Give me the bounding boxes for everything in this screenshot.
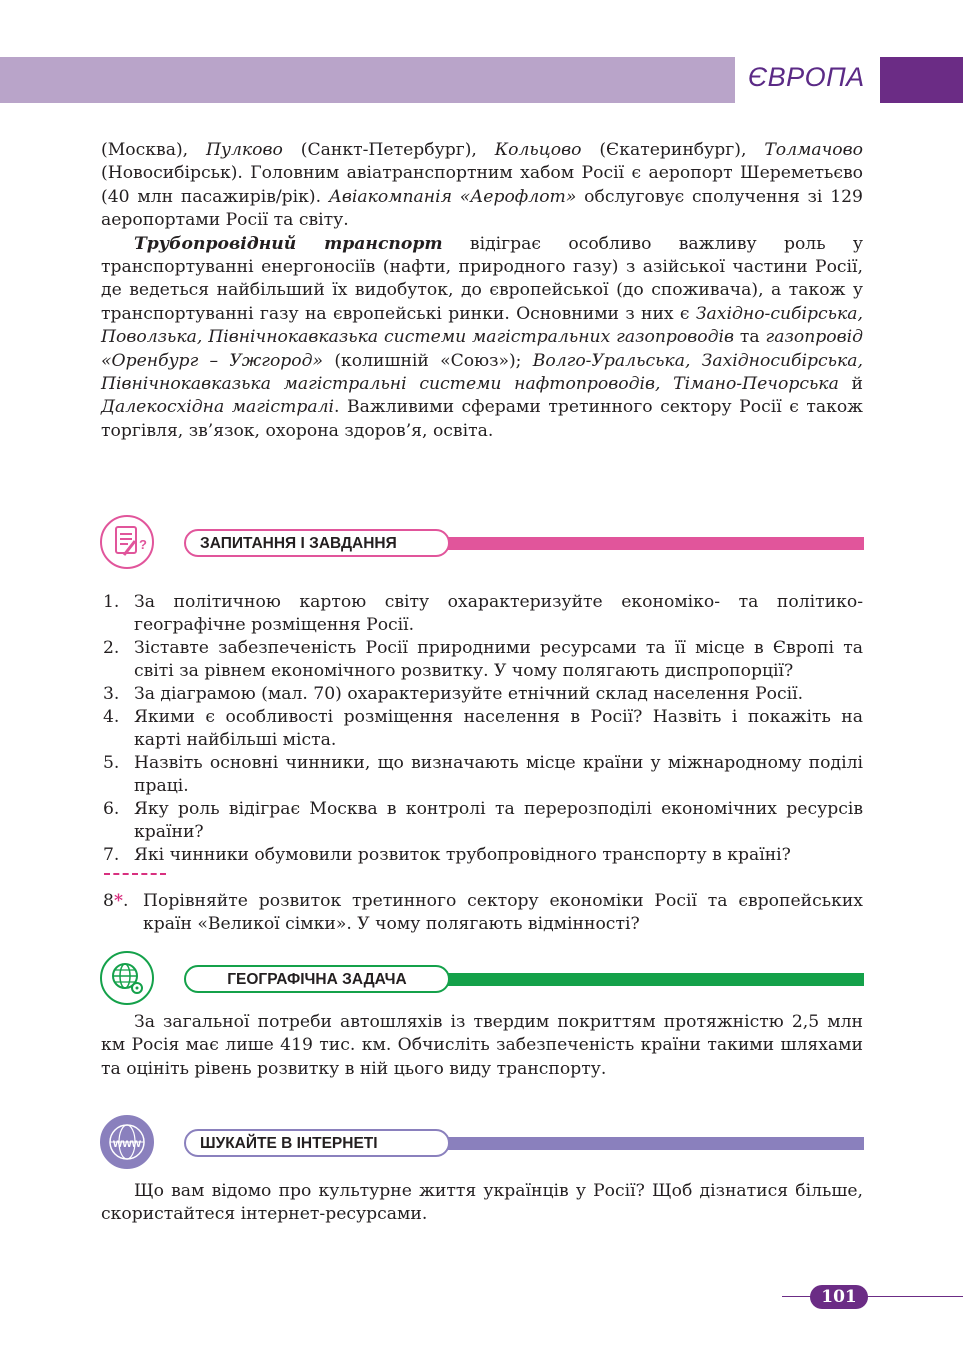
page-number: 101 <box>810 1285 868 1309</box>
item-number: 6. <box>103 799 120 819</box>
geo-task-section-header <box>100 951 864 1007</box>
item-text: Зіставте забезпеченість Росії природними ресурсами та її місце в Європі та світі за рівнем економічного розвитку. У чому полягають диспропорції? <box>134 638 863 681</box>
italic-run: Західно-сибірська, Поволзька, Північнокавказька системи магістральних газопроводів <box>101 303 863 348</box>
term-bold: Трубопровідний транспорт <box>134 233 443 254</box>
list-item-advanced <box>103 890 863 936</box>
questions-section-title: ЗАПИТАННЯ І ЗАВДАННЯ <box>184 529 450 557</box>
item-number: 7. <box>103 845 120 865</box>
text-run: (Санкт-Петербург), <box>282 140 495 160</box>
item-text: Назвіть основні чинники, що визначають місце країни у міжнародному поділі праці. <box>134 753 863 796</box>
list-item <box>103 798 863 844</box>
star-marker: * <box>113 891 123 911</box>
list-item <box>103 752 863 798</box>
item-number: 4. <box>103 707 120 727</box>
item-text: За діаграмою (мал. 70) охарактеризуйте етнічний склад населення Росії. <box>134 684 804 704</box>
item-text: За політичною картою світу охарактеризуйте економіко- та політико-географічне розміщення Росії. <box>134 592 863 635</box>
item-text: Якими є особливості розміщення населення в Росії? Назвіть і покажіть на карті найбільші міста. <box>134 707 863 750</box>
italic-run: Волго-Уральська, Західносибірська, Північнокавказька магістральні системи нафтопроводів, Тімано-Печорська <box>101 350 863 395</box>
section-title: ЄВРОПА <box>748 62 865 92</box>
text-run: та <box>734 327 766 348</box>
dashed-divider <box>104 873 166 875</box>
list-item <box>103 683 863 706</box>
item-text: Порівняйте розвиток третинного сектору економіки Росії та європейських країн «Великої сімки». У чому полягають відмінності? <box>143 891 863 934</box>
text-run: (Новосибірськ). Головним авіатранспортним хабом Росії є аеропорт Шереметьєво (40 млн пасажирів/рік). <box>101 163 863 207</box>
list-item <box>103 706 863 752</box>
header-accent-block <box>880 57 963 103</box>
item-number: 3. <box>103 684 120 704</box>
geo-task-title: ГЕОГРАФІЧНА ЗАДАЧА <box>184 965 450 993</box>
item-number: 5. <box>103 753 120 773</box>
internet-text: Що вам відомо про культурне життя українців у Росії? Щоб дізнатися більше, скористайтеся інтернет-ресурсами. <box>101 1181 863 1225</box>
airport-name: Пулково <box>206 140 283 160</box>
svg-text:?: ? <box>139 537 147 552</box>
item-number: 2. <box>103 638 120 658</box>
text-run: (Москва), <box>101 140 207 160</box>
item-text: Які чинники обумовили розвиток трубопровідного транспорту в країні? <box>134 845 791 865</box>
list-item <box>103 591 863 637</box>
questions-section-header <box>100 515 864 571</box>
advanced-question-list <box>103 890 863 936</box>
airport-name: Толмачово <box>764 140 863 160</box>
item-number-dot: . <box>122 891 129 911</box>
header-bar <box>0 57 735 103</box>
italic-run: газопровід «Оренбург – Ужгород» <box>101 327 864 371</box>
item-number <box>103 890 128 913</box>
geo-task-text: За загальної потреби автошляхів із твердим покриттям протяжністю 2,5 млн км Росія має лише 419 тис. км. Обчисліть забезпеченість країни такими шляхами та оцініть рівень розвитку в ній цього виду транспорту. <box>101 1012 863 1079</box>
item-text: Яку роль відіграє Москва в контролі та перерозподілі економічних ресурсів країни? <box>134 799 863 842</box>
intro-paragraph <box>101 139 863 443</box>
pipeline-paragraph <box>101 233 863 444</box>
text-run: (Єкатеринбург), <box>581 140 765 160</box>
internet-section-header <box>100 1115 864 1171</box>
www-label: www <box>112 1136 142 1150</box>
internet-section-title: ШУКАЙТЕ В ІНТЕРНЕТІ <box>184 1129 450 1157</box>
www-globe-icon <box>100 1115 154 1169</box>
text-run: відіграє особливо важливу роль у транспортуванні енергоносіїв (нафти, природного газу) з азійської частини Росії, де ведеться найбільший їх видобуток, до європейської (до споживача), а також у транспортуванні газу на європейські ринки. Основними з них є <box>101 233 864 324</box>
italic-run: Далекосхідна магістралі <box>101 397 335 418</box>
airport-name: Кольцово <box>494 140 582 160</box>
airline-name: Авіакомпанія «Аерофлот» <box>328 186 577 207</box>
list-item <box>103 844 863 867</box>
text-run: й <box>838 374 863 395</box>
item-number: 1. <box>103 592 120 612</box>
list-item <box>103 637 863 683</box>
globe-gear-icon <box>100 951 154 1005</box>
text-run: (колишній «Союз»); <box>323 350 533 371</box>
text-run: обслуговує сполучення зі 129 аеропортами Росії та світу. <box>101 186 863 231</box>
item-number-digit: 8 <box>103 891 114 911</box>
questions-list <box>103 591 863 867</box>
text-run: . Важливими сферами третинного сектору Росії є також торгівля, зв’язок, охорона здоров’я, освіта. <box>101 397 863 441</box>
airports-text <box>101 139 863 233</box>
document-question-icon <box>100 515 154 569</box>
